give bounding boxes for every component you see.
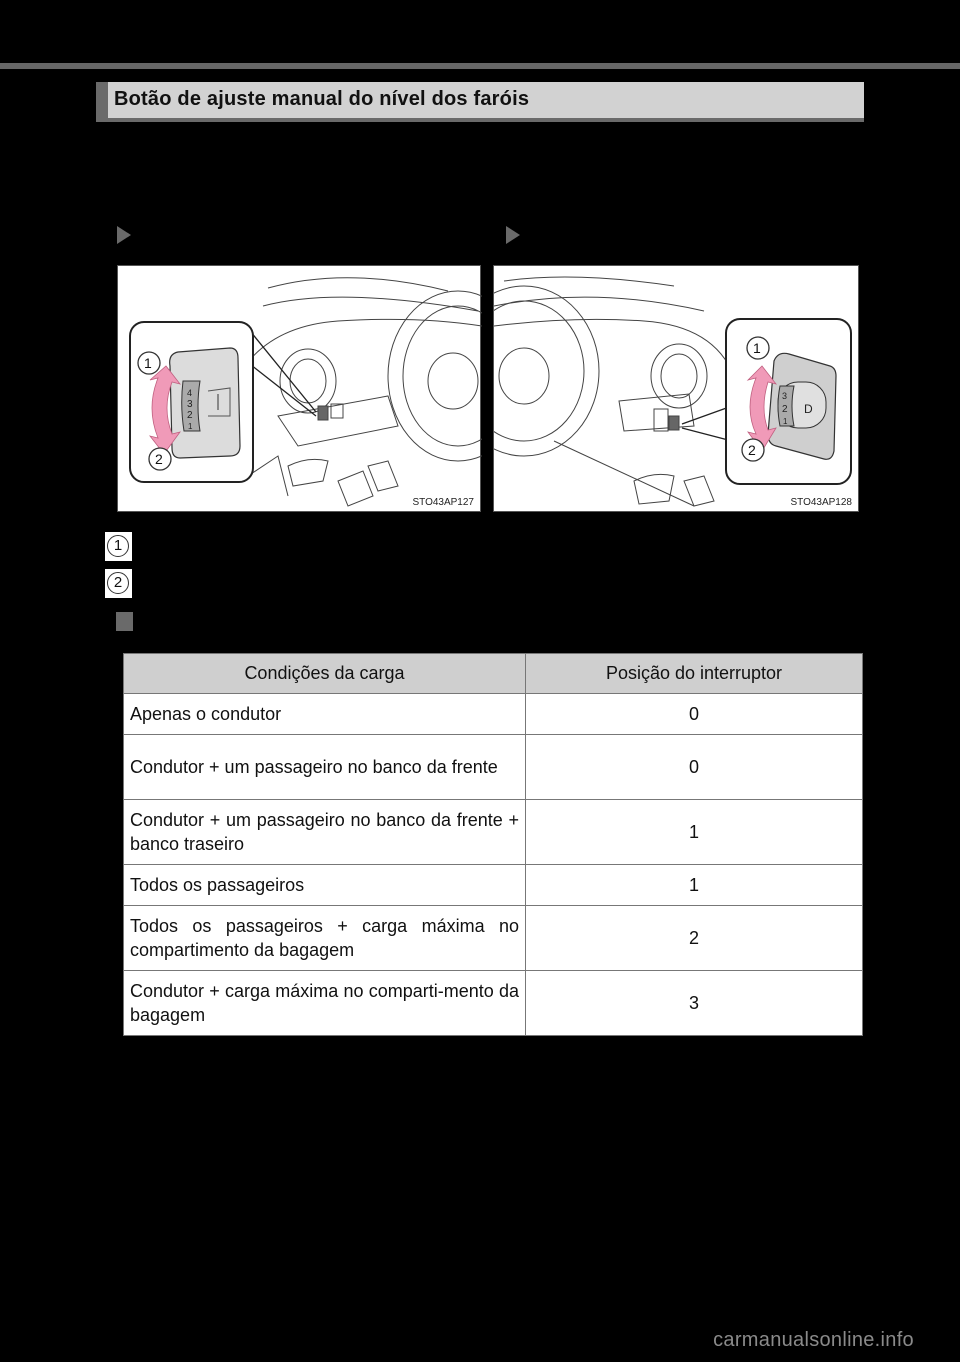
- figure-code: STO43AP127: [412, 497, 474, 508]
- triangle-bullet-icon: [117, 226, 131, 244]
- dashboard-illustration-icon: [494, 266, 860, 513]
- callout-number-1-icon: 1: [105, 532, 132, 561]
- table-row: [124, 971, 863, 1036]
- header-side-bar: [96, 82, 108, 122]
- svg-text:3: 3: [782, 391, 788, 401]
- dashboard-illustration-icon: [118, 266, 482, 513]
- load-condition-cell: Condutor + um passageiro no banco da frente + banco traseiro: [124, 800, 526, 865]
- top-rule: [0, 63, 960, 69]
- load-condition-cell: Condutor + um passageiro no banco da frente: [124, 735, 526, 800]
- column-header-load-conditions: Condições da carga: [124, 654, 526, 694]
- svg-text:1: 1: [144, 355, 152, 371]
- svg-text:4: 4: [187, 388, 193, 398]
- svg-text:D: D: [804, 402, 813, 416]
- load-condition-cell: Condutor + carga máxima no comparti-mento da bagagem: [124, 971, 526, 1036]
- figure-code: STO43AP128: [790, 497, 852, 508]
- svg-text:2: 2: [155, 451, 163, 467]
- svg-text:1: 1: [783, 417, 788, 426]
- table-row: [124, 735, 863, 800]
- load-condition-cell: Todos os passageiros: [124, 865, 526, 906]
- load-condition-cell: Todos os passageiros + carga máxima no compartimento da bagagem: [124, 906, 526, 971]
- svg-text:2: 2: [748, 442, 756, 458]
- svg-text:1: 1: [188, 422, 193, 431]
- callout-number-2-icon: 2: [105, 569, 132, 598]
- triangle-bullet-icon: [506, 226, 520, 244]
- switch-position-cell: 2: [526, 906, 863, 971]
- svg-text:1: 1: [753, 340, 761, 356]
- table-row: [124, 865, 863, 906]
- table-row: [124, 800, 863, 865]
- table-row: [124, 906, 863, 971]
- section-title: Botão de ajuste manual do nível dos faróis: [114, 88, 530, 110]
- switch-position-cell: 3: [526, 971, 863, 1036]
- switch-position-cell: 0: [526, 735, 863, 800]
- watermark-link[interactable]: carmanualsonline.info: [713, 1329, 914, 1351]
- svg-text:2: 2: [187, 410, 193, 421]
- switch-position-cell: 1: [526, 865, 863, 906]
- switch-position-cell: 1: [526, 800, 863, 865]
- svg-text:2: 2: [782, 404, 788, 415]
- switch-position-cell: 0: [526, 694, 863, 735]
- section-header: [96, 82, 864, 122]
- column-header-switch-position: Posição do interruptor: [526, 654, 863, 694]
- table-row: [124, 694, 863, 735]
- load-condition-cell: Apenas o condutor: [124, 694, 526, 735]
- figure-left-hand-drive: [117, 265, 481, 512]
- square-bullet-icon: [116, 612, 133, 631]
- figure-right-hand-drive: [493, 265, 859, 512]
- svg-text:3: 3: [187, 399, 193, 410]
- load-conditions-table: [123, 653, 863, 1036]
